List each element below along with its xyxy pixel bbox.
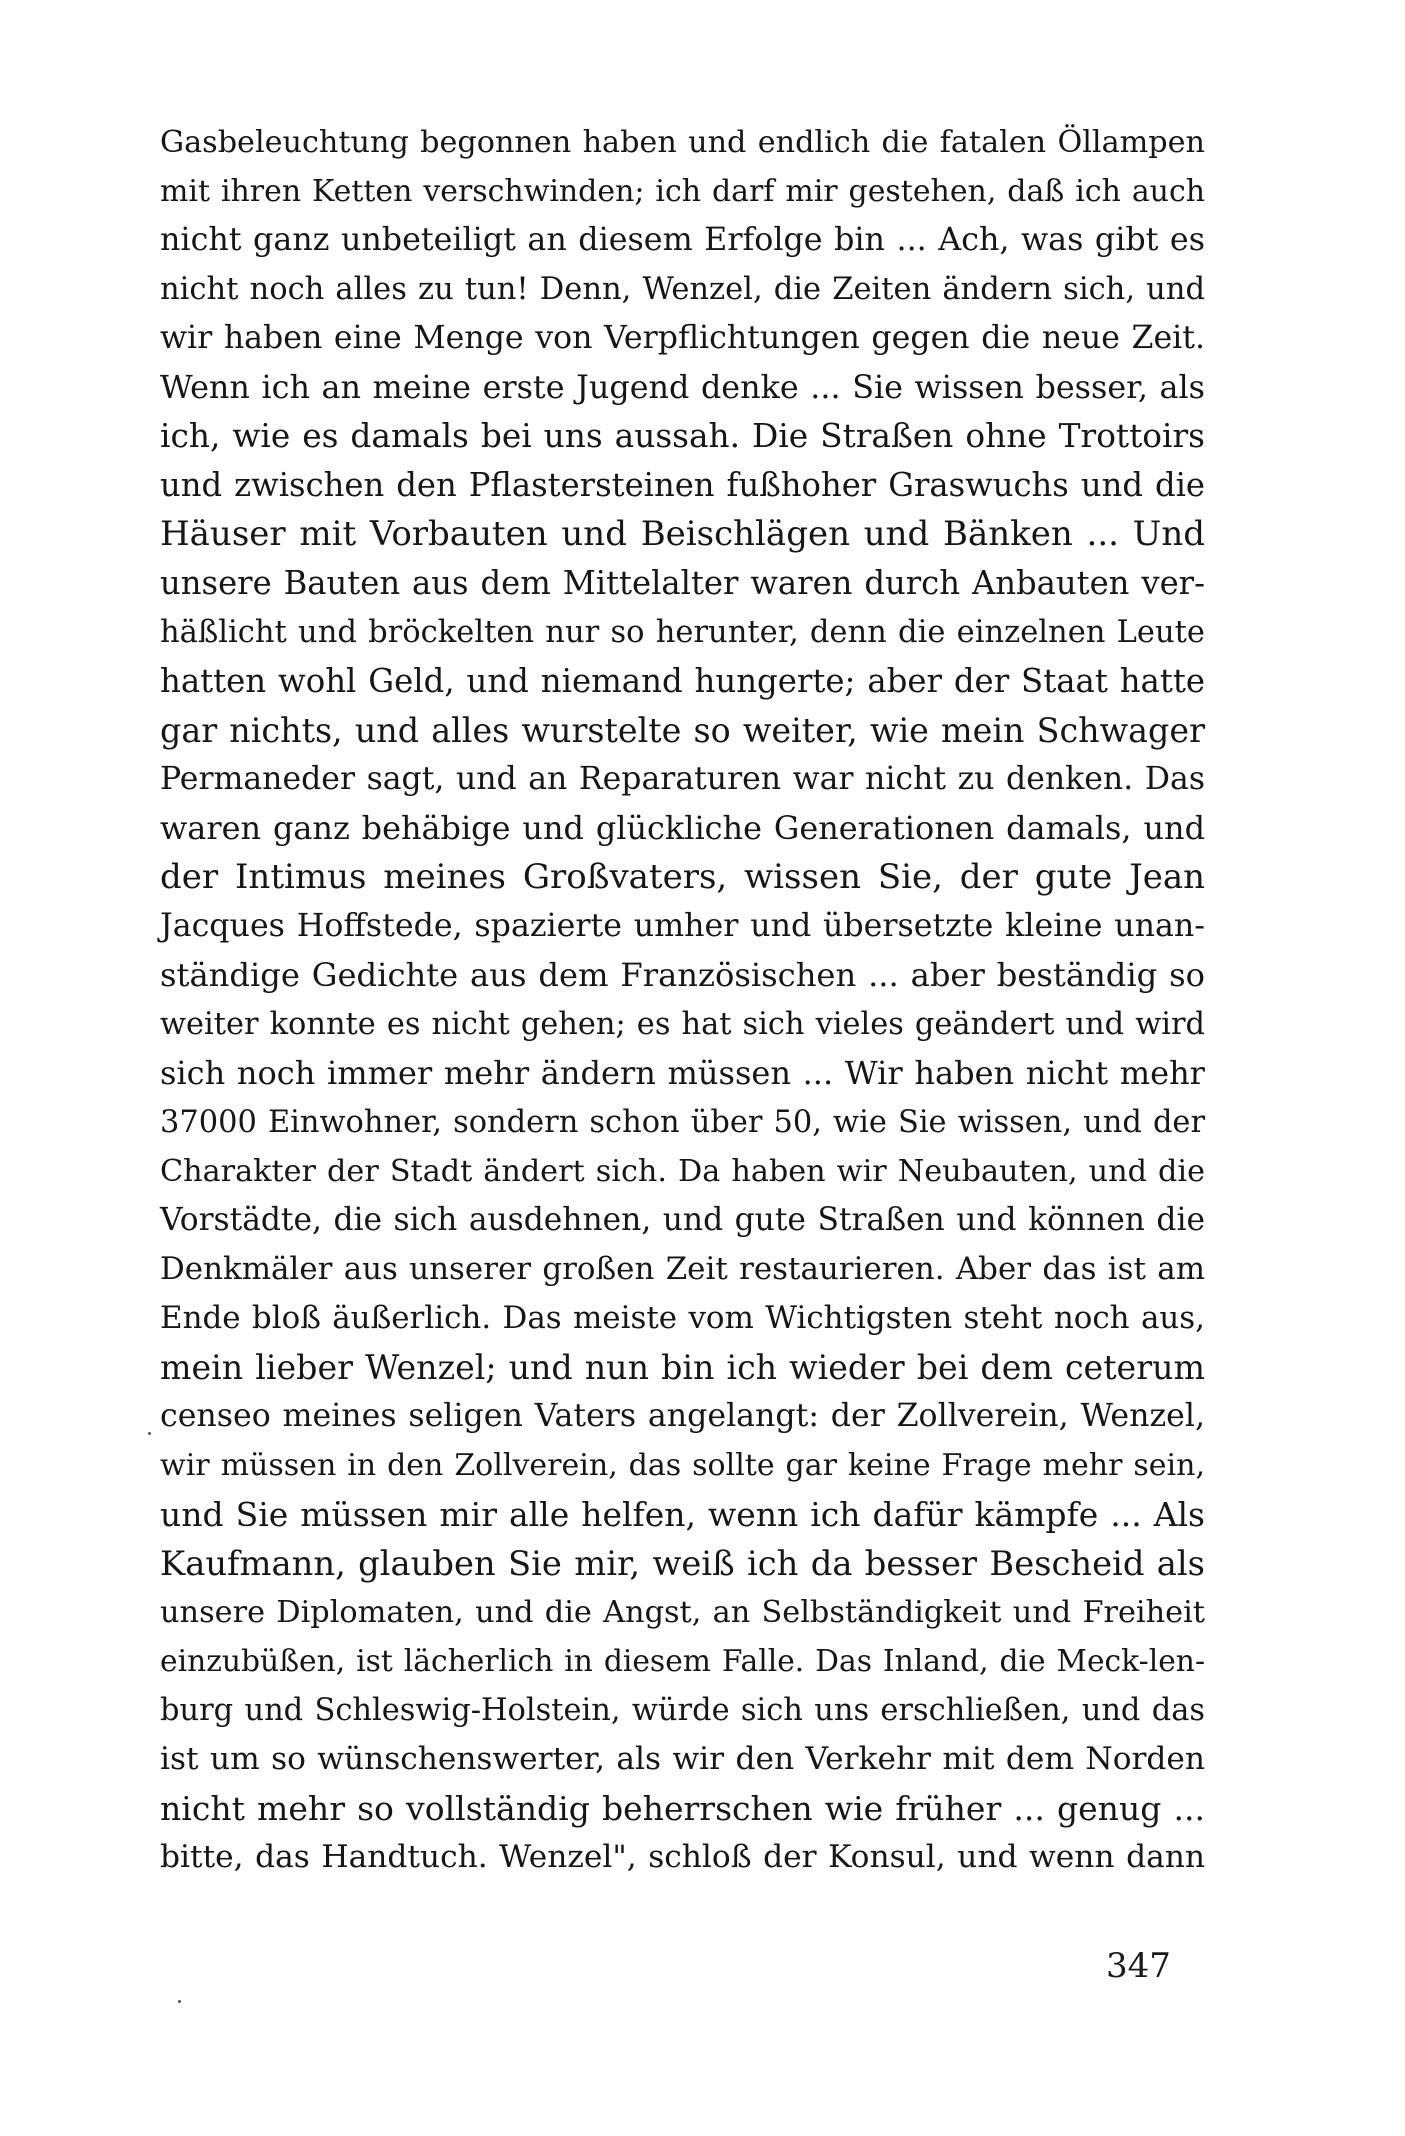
text-line: Wenn ich an meine erste Jugend denke ... Sie wissen besser, als xyxy=(160,368,1205,406)
paper-speck xyxy=(148,1432,151,1435)
text-line: Häuser mit Vorbauten und Beischlägen und Bänken ... Und xyxy=(160,514,1205,554)
text-line: nicht ganz unbeteiligt an diesem Erfolge bin ... Ach, was gibt es xyxy=(160,222,1205,258)
text-line: einzubüßen, ist lächerlich in diesem Falle. Das Inland, die Meck-len- xyxy=(160,1644,1205,1679)
paper-speck xyxy=(178,2000,181,2003)
text-line: Gasbeleuchtung begonnen haben und endlich die fatalen Öllampen xyxy=(160,125,1205,160)
text-line: wir müssen in den Zollverein, das sollte gar keine Frage mehr sein, xyxy=(160,1448,1205,1483)
text-line: mit ihren Ketten verschwinden; ich darf mir gestehen, daß ich auch xyxy=(160,174,1205,209)
text-line: unsere Diplomaten, und die Angst, an Selbständigkeit und Freiheit xyxy=(160,1595,1205,1630)
text-line: sich noch immer mehr ändern müssen ... Wir haben nicht mehr xyxy=(160,1054,1205,1092)
text-line: burg und Schleswig-Holstein, würde sich uns erschließen, und das xyxy=(160,1693,1205,1728)
text-line: 37000 Einwohner, sondern schon über 50, wie Sie wissen, und der xyxy=(160,1105,1205,1140)
text-line: Jacques Hoffstede, spazierte umher und übersetzte kleine unan- xyxy=(160,908,1205,944)
text-line: censeo meines seligen Vaters angelangt: der Zollverein, Wenzel, xyxy=(160,1398,1205,1434)
text-line: mein lieber Wenzel; und nun bin ich wieder bei dem ceterum xyxy=(160,1348,1205,1387)
text-line: ich, wie es damals bei uns aussah. Die Straßen ohne Trottoirs xyxy=(160,417,1205,455)
text-line: gar nichts, und alles wurstelte so weiter, wie mein Schwager xyxy=(160,711,1205,750)
text-line: Kaufmann, glauben Sie mir, weiß ich da besser Bescheid als xyxy=(160,1544,1205,1583)
text-line: der Intimus meines Großvaters, wissen Sie, der gute Jean xyxy=(160,857,1205,897)
text-line: häßlicht und bröckelten nur so herunter, denn die einzelnen Leute xyxy=(160,615,1205,650)
text-line: ist um so wünschenswerter, als wir den Verkehr mit dem Norden xyxy=(160,1741,1205,1777)
text-line: unsere Bauten aus dem Mittelalter waren durch Anbauten ver- xyxy=(160,564,1205,602)
text-line: Vorstädte, die sich ausdehnen, und gute Straßen und können die xyxy=(160,1202,1205,1238)
text-line: Charakter der Stadt ändert sich. Da haben wir Neubauten, und die xyxy=(160,1154,1205,1189)
body-text xyxy=(160,118,1205,1882)
text-line: bitte, das Handtuch. Wenzel", schloß der Konsul, und wenn dann xyxy=(160,1839,1205,1875)
text-line: wir haben eine Menge von Verpflichtungen gegen die neue Zeit. xyxy=(160,320,1205,356)
text-line: hatten wohl Geld, und niemand hungerte; aber der Staat hatte xyxy=(160,662,1205,700)
text-line: und zwischen den Pflastersteinen fußhoher Graswuchs und die xyxy=(160,466,1205,504)
text-line: weiter konnte es nicht gehen; es hat sich vieles geändert und wird xyxy=(160,1007,1205,1042)
text-line: ständige Gedichte aus dem Französischen ... aber beständig so xyxy=(160,956,1205,994)
text-line: nicht noch alles zu tun! Denn, Wenzel, die Zeiten ändern sich, und xyxy=(160,272,1205,307)
text-line: Permaneder sagt, und an Reparaturen war nicht zu denken. Das xyxy=(160,761,1205,797)
text-line: nicht mehr so vollständig beherrschen wie früher ... genug ... xyxy=(160,1789,1205,1828)
text-line: waren ganz behäbige und glückliche Generationen damals, und xyxy=(160,809,1205,847)
text-line: und Sie müssen mir alle helfen, wenn ich dafür kämpfe ... Als xyxy=(160,1495,1205,1534)
text-line: Ende bloß äußerlich. Das meiste vom Wichtigsten steht noch aus, xyxy=(160,1300,1205,1336)
page-number: 347 xyxy=(1106,1946,1171,1986)
text-line: Denkmäler aus unserer großen Zeit restaurieren. Aber das ist am xyxy=(160,1251,1205,1287)
